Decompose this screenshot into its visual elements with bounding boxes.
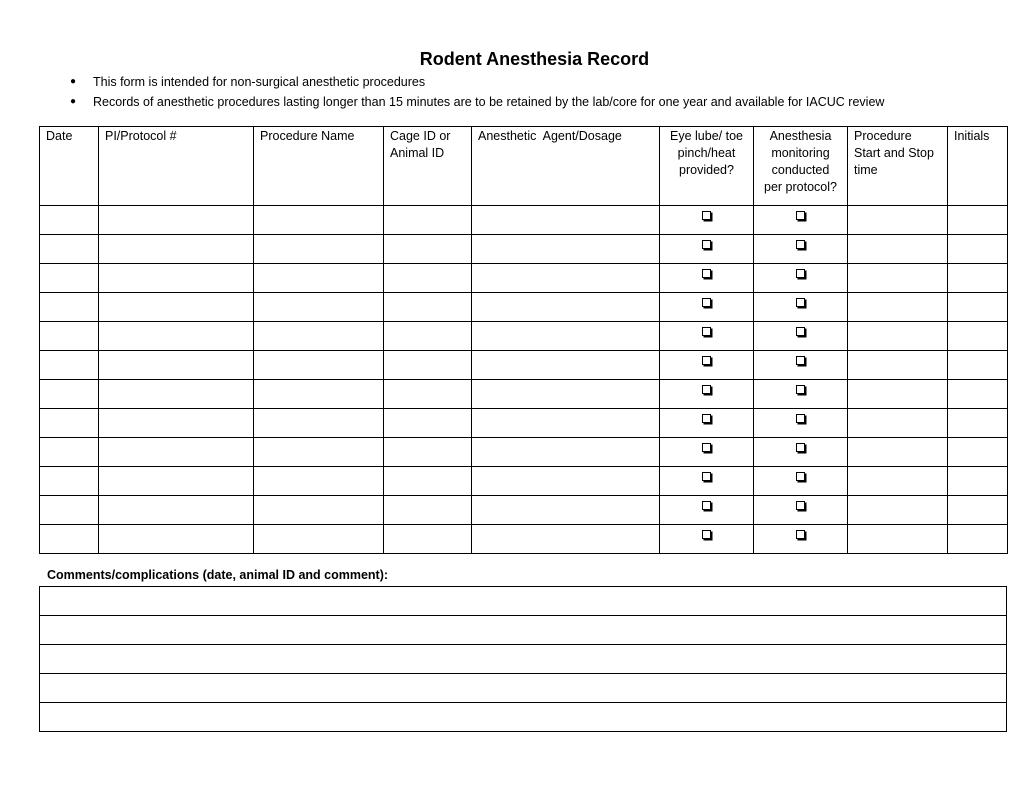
comment-field[interactable] [40, 645, 1007, 674]
agent-dosage-cell[interactable] [472, 206, 660, 235]
procedure-name-cell[interactable] [254, 438, 384, 467]
procedure-name-cell[interactable] [254, 351, 384, 380]
pi-protocol-cell[interactable] [99, 235, 254, 264]
monitoring-cell [754, 322, 848, 351]
checkbox-icon[interactable] [796, 269, 805, 278]
header-start-stop [848, 127, 948, 206]
pi-protocol-cell[interactable] [99, 467, 254, 496]
checkbox-icon[interactable] [702, 385, 711, 394]
eye-lube-cell [660, 409, 754, 438]
cage-animal-id-cell[interactable] [384, 467, 472, 496]
pi-protocol-cell[interactable] [99, 409, 254, 438]
pi-protocol-cell[interactable] [99, 380, 254, 409]
agent-dosage-cell[interactable] [472, 293, 660, 322]
agent-dosage-cell[interactable] [472, 322, 660, 351]
eye-lube-cell [660, 235, 754, 264]
start-stop-cell[interactable] [848, 351, 948, 380]
checkbox-icon[interactable] [796, 414, 805, 423]
start-stop-cell[interactable] [848, 264, 948, 293]
monitoring-cell [754, 206, 848, 235]
table-row [40, 438, 1008, 467]
start-stop-cell[interactable] [848, 380, 948, 409]
initials-cell[interactable] [948, 235, 1008, 264]
cage-animal-id-cell[interactable] [384, 206, 472, 235]
bullet-icon: ● [69, 96, 77, 107]
pi-protocol-cell[interactable] [99, 322, 254, 351]
agent-dosage-cell[interactable] [472, 351, 660, 380]
monitoring-cell [754, 235, 848, 264]
initials-cell[interactable] [948, 525, 1008, 554]
instructions-list [68, 72, 884, 112]
cage-animal-id-cell[interactable] [384, 496, 472, 525]
date-cell[interactable] [40, 409, 99, 438]
agent-dosage-cell[interactable] [472, 409, 660, 438]
agent-dosage-cell[interactable] [472, 496, 660, 525]
cage-animal-id-cell[interactable] [384, 293, 472, 322]
agent-dosage-cell[interactable] [472, 380, 660, 409]
monitoring-cell [754, 351, 848, 380]
checkbox-icon[interactable] [702, 298, 711, 307]
initials-cell[interactable] [948, 438, 1008, 467]
checkbox-icon[interactable] [796, 211, 805, 220]
start-stop-cell[interactable] [848, 409, 948, 438]
procedure-name-cell[interactable] [254, 322, 384, 351]
cage-animal-id-cell[interactable] [384, 409, 472, 438]
comment-line [40, 616, 1007, 645]
monitoring-cell [754, 467, 848, 496]
checkbox-icon[interactable] [796, 530, 805, 539]
header-line: per protocol? [764, 180, 837, 194]
table-row [40, 264, 1008, 293]
header-line: Anesthesia [769, 129, 832, 143]
procedure-name-cell[interactable] [254, 293, 384, 322]
agent-dosage-cell[interactable] [472, 235, 660, 264]
pi-protocol-cell[interactable] [99, 438, 254, 467]
agent-dosage-cell[interactable] [472, 467, 660, 496]
header-line: Procedure [854, 129, 912, 143]
start-stop-cell[interactable] [848, 496, 948, 525]
header-line: conducted [771, 163, 830, 177]
pi-protocol-cell[interactable] [99, 206, 254, 235]
procedure-name-cell[interactable] [254, 467, 384, 496]
eye-lube-cell [660, 322, 754, 351]
instruction-text: This form is intended for non-surgical anesthetic procedures [93, 75, 426, 89]
checkbox-icon[interactable] [702, 501, 711, 510]
date-cell[interactable] [40, 235, 99, 264]
procedure-name-cell[interactable] [254, 206, 384, 235]
checkbox-icon[interactable] [796, 240, 805, 249]
cage-animal-id-cell[interactable] [384, 525, 472, 554]
header-line: Start and Stop [854, 146, 934, 160]
comment-field[interactable] [40, 616, 1007, 645]
initials-cell[interactable] [948, 351, 1008, 380]
table-row [40, 467, 1008, 496]
table-row [40, 322, 1008, 351]
initials-cell[interactable] [948, 496, 1008, 525]
start-stop-cell[interactable] [848, 293, 948, 322]
comment-line [40, 674, 1007, 703]
procedure-name-cell[interactable] [254, 235, 384, 264]
checkbox-icon[interactable] [702, 356, 711, 365]
table-row [40, 409, 1008, 438]
checkbox-icon[interactable] [796, 501, 805, 510]
checkbox-icon[interactable] [702, 240, 711, 249]
date-cell[interactable] [40, 380, 99, 409]
date-cell[interactable] [40, 525, 99, 554]
cage-animal-id-cell[interactable] [384, 380, 472, 409]
start-stop-cell[interactable] [848, 206, 948, 235]
date-cell[interactable] [40, 206, 99, 235]
eye-lube-cell [660, 496, 754, 525]
anesthesia-log-table [39, 126, 1008, 554]
header-agent-dosage: Anesthetic Agent/Dosage [472, 127, 660, 206]
checkbox-icon[interactable] [702, 414, 711, 423]
table-row [40, 525, 1008, 554]
checkbox-icon[interactable] [702, 327, 711, 336]
eye-lube-cell [660, 206, 754, 235]
agent-dosage-cell[interactable] [472, 438, 660, 467]
start-stop-cell[interactable] [848, 525, 948, 554]
procedure-name-cell[interactable] [254, 264, 384, 293]
checkbox-icon[interactable] [702, 530, 711, 539]
checkbox-icon[interactable] [702, 443, 711, 452]
header-line: monitoring [771, 146, 830, 160]
table-row [40, 380, 1008, 409]
initials-cell[interactable] [948, 206, 1008, 235]
table-row [40, 293, 1008, 322]
checkbox-icon[interactable] [702, 269, 711, 278]
date-cell[interactable] [40, 438, 99, 467]
header-line: Animal ID [390, 146, 445, 160]
date-cell[interactable] [40, 293, 99, 322]
monitoring-cell [754, 525, 848, 554]
eye-lube-cell [660, 467, 754, 496]
checkbox-icon[interactable] [796, 472, 805, 481]
header-line: provided? [679, 163, 734, 177]
procedure-name-cell[interactable] [254, 525, 384, 554]
eye-lube-cell [660, 293, 754, 322]
initials-cell[interactable] [948, 409, 1008, 438]
eye-lube-cell [660, 351, 754, 380]
cage-animal-id-cell[interactable] [384, 322, 472, 351]
header-line: time [854, 163, 878, 177]
monitoring-cell [754, 264, 848, 293]
initials-cell[interactable] [948, 380, 1008, 409]
pi-protocol-cell[interactable] [99, 293, 254, 322]
eye-lube-cell [660, 264, 754, 293]
checkbox-icon[interactable] [702, 472, 711, 481]
checkbox-icon[interactable] [702, 211, 711, 220]
instruction-text: Records of anesthetic procedures lasting longer than 15 minutes are to be retained by the lab/core for one year and available for IACUC review [93, 95, 885, 109]
date-cell[interactable] [40, 322, 99, 351]
initials-cell[interactable] [948, 264, 1008, 293]
monitoring-cell [754, 496, 848, 525]
header-cage-animal-id [384, 127, 472, 206]
start-stop-cell[interactable] [848, 322, 948, 351]
checkbox-icon[interactable] [796, 385, 805, 394]
monitoring-cell [754, 293, 848, 322]
comments-table [39, 586, 1007, 732]
monitoring-cell [754, 409, 848, 438]
cage-animal-id-cell[interactable] [384, 351, 472, 380]
comment-line [40, 645, 1007, 674]
pi-protocol-cell[interactable] [99, 525, 254, 554]
cage-animal-id-cell[interactable] [384, 438, 472, 467]
instruction-item [68, 92, 884, 112]
pi-protocol-cell[interactable] [99, 351, 254, 380]
cage-animal-id-cell[interactable] [384, 264, 472, 293]
procedure-name-cell[interactable] [254, 380, 384, 409]
eye-lube-cell [660, 380, 754, 409]
table-header-row [40, 127, 1008, 206]
pi-protocol-cell[interactable] [99, 264, 254, 293]
comment-field[interactable] [40, 674, 1007, 703]
header-initials: Initials [948, 127, 1008, 206]
comment-line [40, 587, 1007, 616]
initials-cell[interactable] [948, 322, 1008, 351]
comment-field[interactable] [40, 703, 1007, 732]
header-line: Eye lube/ toe [670, 129, 743, 143]
eye-lube-cell [660, 438, 754, 467]
initials-cell[interactable] [948, 293, 1008, 322]
start-stop-cell[interactable] [848, 467, 948, 496]
table-row [40, 351, 1008, 380]
checkbox-icon[interactable] [796, 327, 805, 336]
initials-cell[interactable] [948, 467, 1008, 496]
date-cell[interactable] [40, 264, 99, 293]
table-row [40, 496, 1008, 525]
start-stop-cell[interactable] [848, 235, 948, 264]
header-date: Date [40, 127, 99, 206]
cage-animal-id-cell[interactable] [384, 235, 472, 264]
procedure-name-cell[interactable] [254, 409, 384, 438]
checkbox-icon[interactable] [796, 443, 805, 452]
pi-protocol-cell[interactable] [99, 496, 254, 525]
monitoring-cell [754, 438, 848, 467]
bullet-icon: ● [69, 76, 77, 87]
comments-label: Comments/complications (date, animal ID and comment): [47, 568, 389, 582]
header-line: pinch/heat [677, 146, 736, 160]
comment-line [40, 703, 1007, 732]
agent-dosage-cell[interactable] [472, 525, 660, 554]
header-line: Cage ID or [390, 129, 451, 143]
header-procedure-name: Procedure Name [254, 127, 384, 206]
checkbox-icon[interactable] [796, 298, 805, 307]
header-pi-protocol: PI/Protocol # [99, 127, 254, 206]
procedure-name-cell[interactable] [254, 496, 384, 525]
comment-field[interactable] [40, 587, 1007, 616]
agent-dosage-cell[interactable] [472, 264, 660, 293]
date-cell[interactable] [40, 351, 99, 380]
checkbox-icon[interactable] [796, 356, 805, 365]
eye-lube-cell [660, 525, 754, 554]
form-title: Rodent Anesthesia Record [419, 49, 650, 69]
header-eye-lube [660, 127, 754, 206]
date-cell[interactable] [40, 496, 99, 525]
monitoring-cell [754, 380, 848, 409]
start-stop-cell[interactable] [848, 438, 948, 467]
date-cell[interactable] [40, 467, 99, 496]
instruction-item [68, 72, 884, 92]
table-row [40, 235, 1008, 264]
table-row [40, 206, 1008, 235]
header-monitoring [754, 127, 848, 206]
